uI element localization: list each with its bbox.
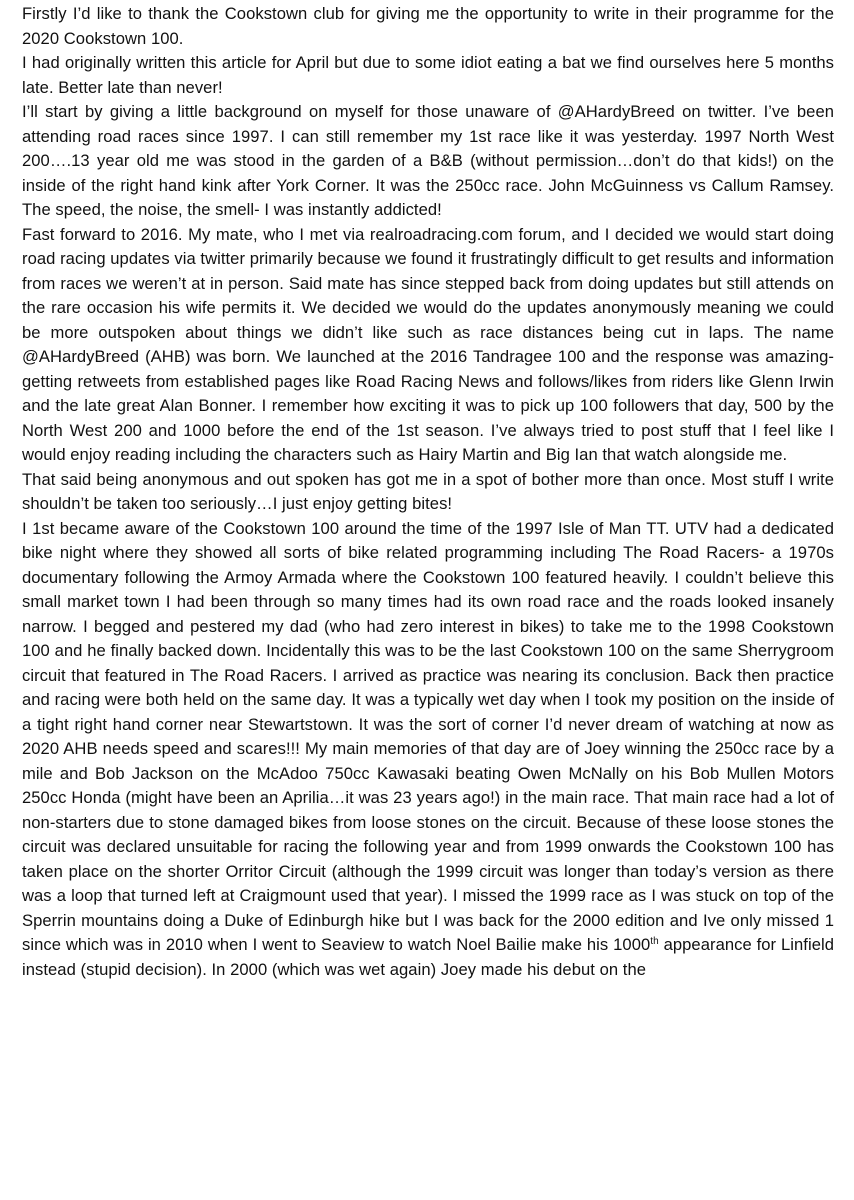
paragraph-text-continued: appearance for Linfield instead (stupid decision). In 2000 (which was wet again) Joey made his debut on the (22, 935, 834, 979)
paragraph-text: I 1st became aware of the Cookstown 100 around the time of the 1997 Isle of Man TT. UTV had a dedicated bike night where they showed all sorts of bike related programming including The Road Racers- a 1970s documentary following the Armoy Armada where the Cookstown 100 featured heavily. I couldn’t believe this small market town I had been through so many times had its own road race and the roads looked insanely narrow. I begged and pestered my dad (who had zero interest in bikes) to take me to the 1998 Cookstown 100 and he finally backed down. Incidentally this was to be the last Cookstown 100 on the same Sherrygroom circuit that featured in The Road Racers. I arrived as practice was nearing its conclusion. Back then practice and racing were both held on the same day. It was a typically wet day when I took my position on the inside of a tight right hand corner near Stewartstown. It was the sort of corner I’d never dream of watching at now as 2020 AHB needs speed and scares!!! My main memories of that day are of Joey winning the 250cc race by a mile and Bob Jackson on the McAdoo 750cc Kawasaki beating Owen McNally on his Bob Mullen Motors 250cc Honda (might have been an Aprilia…it was 23 years ago!) in the main race. That main race had a lot of non-starters due to stone damaged bikes from loose stones on the circuit. Because of these loose stones the circuit was declared unsuitable for racing the following year and from 1999 onwards the Cookstown 100 has taken place on the shorter Orritor Circuit (although the 1999 circuit was longer than today’s version as there was a loop that turned left at Craigmount used that year). I missed the 1999 race as I was stuck on top of the Sperrin mountains doing a Duke of Edinburgh hike but I was back for the 2000 edition and Ive only missed 1 since which was in 2010 when I went to Seaview to watch Noel Bailie make his 1000 (22, 518, 834, 954)
ordinal-superscript: th (650, 936, 659, 947)
paragraph-background: I’ll start by giving a little background on myself for those unaware of @AHardyBreed on twitter. I’ve been attending road races since 1997. I can still remember my 1st race like it was yesterday. 1997 North West 200….13 year old me was stood in the garden of a B&B (without permission…don’t do that kids!) on the inside of the right hand kink after York Corner. It was the 250cc race. John McGuinness vs Callum Ramsey. The speed, the noise, the smell- I was instantly addicted! (22, 102, 834, 219)
paragraph-cookstown-memories (22, 517, 834, 983)
paragraph-intro-thanks: Firstly I’d like to thank the Cookstown club for giving me the opportunity to write in their programme for the 2020 Cookstown 100. (22, 4, 834, 48)
paragraph-twitter-updates: Fast forward to 2016. My mate, who I met via realroadracing.com forum, and I decided we would start doing road racing updates via twitter primarily because we found it frustratingly difficult to get results and information from races we weren’t at in person. Said mate has since stepped back from doing updates but still attends on the rare occasion his wife permits it. We decided we would do the updates anonymously meaning we could be more outspoken about things we didn’t like such as race distances being cut in laps. The name @AHardyBreed (AHB) was born. We launched at the 2016 Tandragee 100 and the response was amazing- getting retweets from established pages like Road Racing News and follows/likes from riders like Glenn Irwin and the late great Alan Bonner. I remember how exciting it was to pick up 100 followers that day, 500 by the North West 200 and 1000 before the end of the 1st season. I’ve always tried to post stuff that I feel like I would enjoy reading including the characters such as Hairy Martin and Big Ian that watch alongside me. (22, 224, 834, 464)
paragraph-late-article: I had originally written this article for April but due to some idiot eating a bat we find ourselves here 5 months late. Better late than never! (22, 53, 834, 97)
paragraph-anonymous: That said being anonymous and out spoken has got me in a spot of bother more than once. Most stuff I write shouldn’t be taken too seriously…I just enjoy getting bites! (22, 469, 834, 513)
